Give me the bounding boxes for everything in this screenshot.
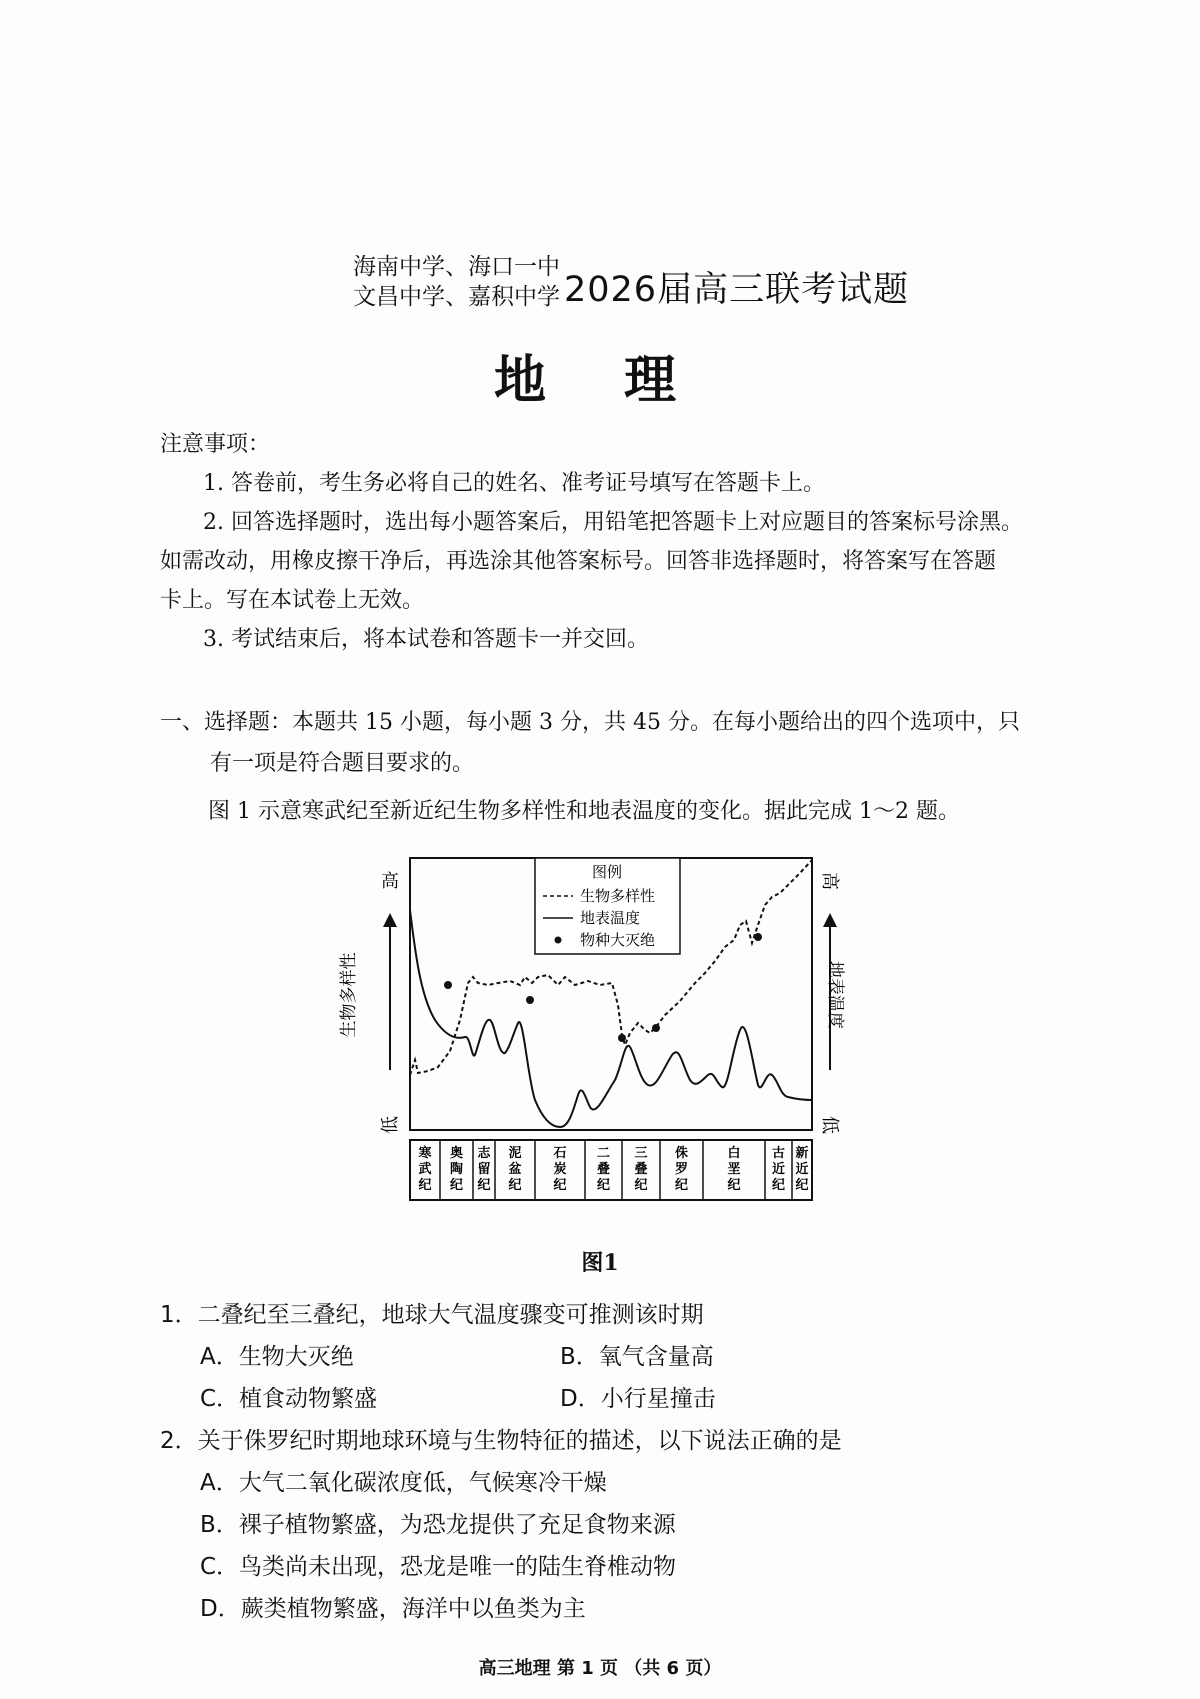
exam-title: 2026届高三联考试题: [564, 270, 910, 310]
period-label: 寒武纪: [418, 1146, 432, 1193]
notice-item-2-line-1: 2. 回答选择题时，选出每小题答案后，用铅笔把答题卡上对应题目的答案标号涂黑。: [203, 510, 1023, 535]
y-right-axis-label: 地表温度: [825, 961, 845, 1029]
question-2-option-d[interactable]: D．蕨类植物繁盛，海洋中以鱼类为主: [200, 1596, 586, 1622]
figure-1-svg: [339, 855, 860, 1245]
legend-temperature: 地表温度: [580, 909, 641, 927]
chart-legend: [535, 858, 680, 954]
legend-extinction: 物种大灭绝: [580, 931, 656, 949]
period-label: 新近纪: [795, 1146, 809, 1193]
figure-1: [339, 855, 860, 1249]
period-label: 二叠纪: [596, 1146, 611, 1193]
y-right-low-label: 低: [819, 1116, 840, 1134]
period-label: 志留纪: [477, 1146, 491, 1193]
extinction-dot: [754, 933, 762, 941]
extinction-dot: [526, 996, 534, 1004]
question-2-stem: 2．关于侏罗纪时期地球环境与生物特征的描述，以下说法正确的是: [160, 1428, 842, 1454]
subject-title: 地 理: [493, 351, 707, 411]
notice-item-1: 1. 答卷前，考生务必将自己的姓名、准考证号填写在答题卡上。: [203, 471, 825, 496]
schools-line-1: 海南中学、海口一中: [353, 254, 560, 280]
question-1-stem: 1．二叠纪至三叠纪，地球大气温度骤变可推测该时期: [160, 1302, 704, 1328]
extinction-dot: [618, 1034, 626, 1042]
page-footer: 高三地理 第 1 页 （共 6 页）: [478, 1658, 722, 1679]
period-label: 石炭纪: [553, 1146, 567, 1193]
question-2-option-c[interactable]: C．鸟类尚未出现，恐龙是唯一的陆生脊椎动物: [200, 1554, 677, 1580]
extinction-dot: [652, 1024, 660, 1032]
figure-caption: 图1: [581, 1250, 619, 1276]
question-2-option-b[interactable]: B．裸子植物繁盛，为恐龙提供了充足食物来源: [200, 1512, 676, 1538]
period-label: 侏罗纪: [674, 1146, 689, 1193]
period-strip: [410, 1140, 812, 1200]
period-label: 泥盆纪: [508, 1146, 522, 1193]
legend-biodiversity: 生物多样性: [580, 887, 656, 905]
notice-item-2-line-2: 如需改动，用橡皮擦干净后，再选涂其他答案标号。回答非选择题时，将答案写在答题: [160, 549, 997, 574]
question-1-option-a[interactable]: A．生物大灭绝: [200, 1344, 354, 1370]
question-1-option-b[interactable]: B．氧气含量高: [560, 1344, 714, 1370]
section-1-heading-line-2: 有一项是符合题目要求的。: [210, 751, 475, 776]
question-2-option-a[interactable]: A．大气二氧化碳浓度低，气候寒冷干燥: [200, 1470, 607, 1496]
figure-intro: 图 1 示意寒武纪至新近纪生物多样性和地表温度的变化。据此完成 1～2 题。: [208, 799, 960, 824]
period-label: 三叠纪: [634, 1146, 648, 1193]
question-1-option-d[interactable]: D．小行星撞击: [560, 1386, 716, 1412]
period-label: 奥陶纪: [449, 1146, 464, 1193]
y-left-high-label: 高: [381, 871, 399, 892]
extinction-dot: [444, 981, 452, 989]
period-label: 古近纪: [771, 1146, 786, 1193]
notice-item-2-line-3: 卡上。写在本试卷上无效。: [160, 588, 425, 613]
notice-item-3: 3. 考试结束后，将本试卷和答题卡一并交回。: [203, 627, 649, 652]
y-right-high-label: 高: [819, 872, 840, 890]
exam-schools: [330, 252, 560, 312]
notice-title: 注意事项：: [160, 432, 271, 457]
section-1-heading-line-1: 一、选择题：本题共 15 小题，每小题 3 分，共 45 分。在每小题给出的四个选项中，只: [160, 710, 1020, 735]
question-1-option-c[interactable]: C．植食动物繁盛: [200, 1386, 378, 1412]
y-left-low-label: 低: [380, 1116, 401, 1134]
y-left-axis-label: 生物多样性: [339, 952, 359, 1038]
legend-title: 图例: [591, 863, 623, 881]
schools-line-2: 文昌中学、嘉积中学: [353, 284, 560, 310]
period-label: 白垩纪: [727, 1146, 741, 1193]
